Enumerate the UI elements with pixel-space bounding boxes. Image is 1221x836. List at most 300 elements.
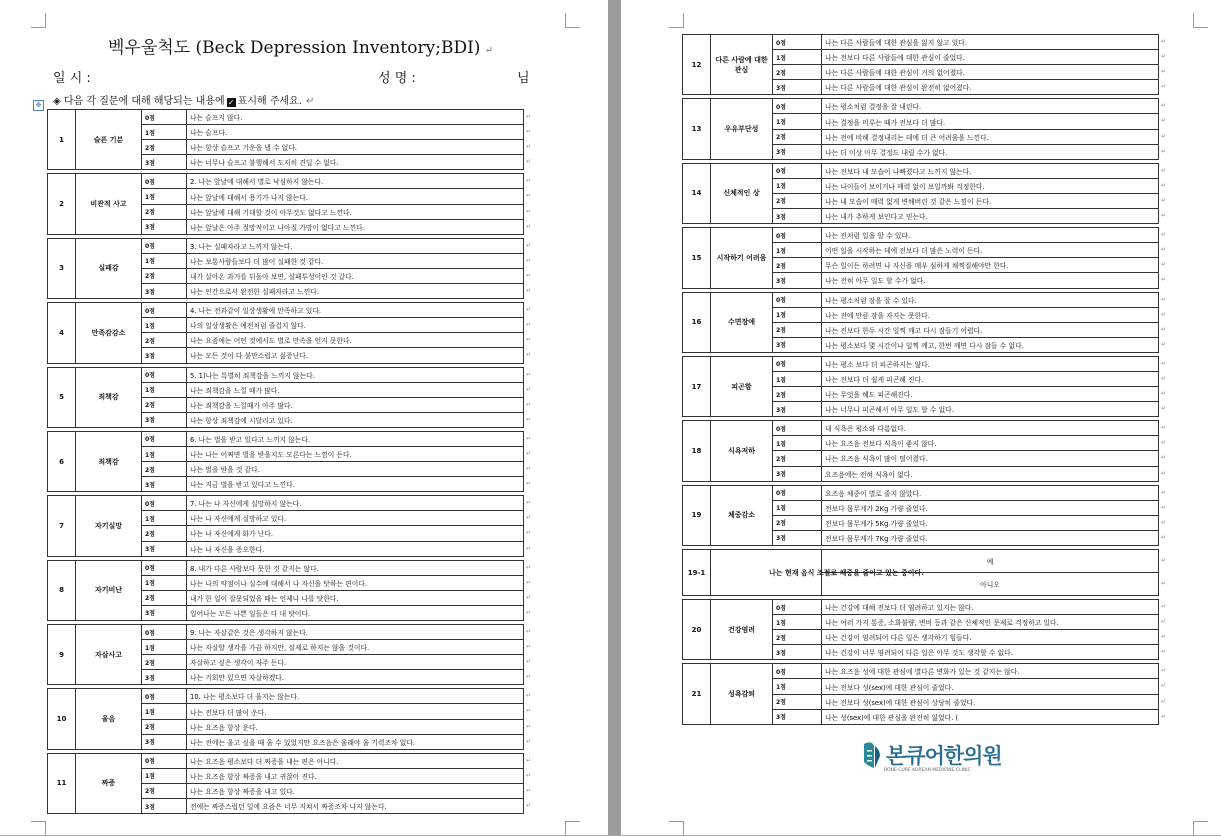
score-label: 3점	[773, 530, 822, 545]
option-text[interactable]: 나는 내가 추하게 보인다고 믿는다.	[822, 209, 1159, 224]
score-label: 3점	[773, 402, 822, 417]
row-end-mark: ↵	[1161, 325, 1167, 333]
score-label: 0점	[142, 431, 187, 446]
option-text[interactable]: 어떤 일을 시작하는 데에 전보다 더 많은 노력이 든다.	[822, 243, 1159, 258]
document-title	[108, 33, 493, 58]
option-text[interactable]: 전보다 몸무게가 5Kg 가량 줄었다.	[822, 515, 1159, 530]
option-text[interactable]: 나는 인간으로서 완전한 실패자라고 느낀다.	[187, 284, 524, 299]
crop-mark	[31, 13, 46, 28]
row-end-mark: ↵	[526, 544, 532, 552]
score-label: 0점	[773, 664, 822, 679]
row-end-mark: ↵	[1161, 132, 1167, 140]
crop-mark	[565, 821, 580, 836]
option-text[interactable]: 무슨 일이든 하려면 나 자신을 매우 심하게 채찍질해야만 한다.	[822, 258, 1159, 273]
item-category: 식욕저하	[711, 421, 773, 481]
row-end-mark: ↵	[526, 528, 532, 536]
row-end-mark: ↵	[1161, 469, 1167, 477]
row-end-mark: ↵	[526, 737, 532, 745]
bdi-table-page2	[682, 34, 1159, 725]
item-number: 12	[683, 35, 711, 95]
row-end-mark: ↵	[526, 771, 532, 779]
score-label: 1점	[773, 500, 822, 515]
item-number: 20	[683, 600, 711, 660]
item-category: 자기실망	[76, 496, 142, 556]
answer-yes[interactable]: 예	[822, 550, 1159, 573]
score-label: 2점	[773, 515, 822, 530]
option-text[interactable]: 나는 앞날에 대해 기대할 것이 아무것도 없다고 느낀다.	[187, 204, 524, 219]
score-label: 2점	[142, 462, 187, 477]
score-label: 0점	[142, 110, 187, 125]
score-label: 1점	[773, 615, 822, 630]
option-text[interactable]: 나는 전보다 다른 사람들에 대한 관심이 줄었다.	[822, 50, 1159, 65]
item-number: 18	[683, 421, 711, 481]
item-category: 자기비난	[76, 560, 142, 620]
row-end-mark: ↵	[1161, 82, 1167, 90]
score-label: 1점	[773, 114, 822, 129]
row-end-mark: ↵	[526, 672, 532, 680]
row-end-mark: ↵	[526, 464, 532, 472]
option-text[interactable]: 나는 전혀 아무 일도 할 수가 없다.	[822, 273, 1159, 288]
option-text[interactable]: 나는 평소보다 몇 시간이나 일찍 깨고, 한번 깨면 다시 잠들 수 없다.	[822, 337, 1159, 352]
option-text[interactable]: 나는 죄책감을 느낄때가 아주 많다.	[187, 397, 524, 412]
table-move-handle-icon[interactable]: ✥	[33, 100, 44, 111]
option-text[interactable]: 나는 요즈음 식욕이 많이 떨어졌다.	[822, 451, 1159, 466]
score-label: 1점	[142, 189, 187, 204]
item-number: 19-1	[683, 550, 711, 596]
row-end-mark: ↵	[526, 706, 532, 714]
option-text[interactable]: 나는 나 자신에게 화가 난다.	[187, 526, 524, 541]
row-end-mark: ↵	[1161, 602, 1167, 610]
row-end-mark: ↵	[526, 127, 532, 135]
row-end-mark: ↵	[526, 320, 532, 328]
score-label: 2점	[142, 526, 187, 541]
option-row	[48, 174, 524, 189]
option-text[interactable]: 나는 죄책감을 느낄 때가 많다.	[187, 382, 524, 397]
option-row	[683, 163, 1159, 178]
row-end-mark: ↵	[526, 722, 532, 730]
option-text[interactable]: 나는 평소처럼 결정을 잘 내린다.	[822, 99, 1159, 114]
row-end-mark: ↵	[1161, 359, 1167, 367]
item-category: 자살사고	[76, 625, 142, 685]
row-end-mark: ↵	[526, 350, 532, 358]
option-text[interactable]: 나는 너무나 슬프고 불행해서 도저히 견딜 수 없다.	[187, 155, 524, 170]
item-number: 7	[48, 496, 76, 556]
option-text[interactable]: 8. 내가 다른 사람보다 못한 것 같지는 않다.	[187, 560, 524, 575]
row-end-mark: ↵	[1161, 374, 1167, 382]
row-end-mark: ↵	[526, 157, 532, 165]
row-end-mark: ↵	[1161, 295, 1167, 303]
option-text[interactable]: 나는 평소처럼 잠을 잘 수 있다.	[822, 292, 1159, 307]
score-label: 3점	[773, 144, 822, 159]
row-end-mark: ↵	[526, 176, 532, 184]
item-category: 다른 사람에 대한 관심	[711, 35, 773, 95]
score-label: 3점	[142, 348, 187, 363]
row-end-mark: ↵	[526, 370, 532, 378]
row-end-mark: ↵	[1161, 556, 1167, 564]
option-text[interactable]: 나는 전에는 울고 싶을 때 울 수 있었지만 요즈음은 울래야 울 기력조차 없다.	[187, 734, 524, 749]
item-number: 1	[48, 110, 76, 170]
score-label: 0점	[142, 689, 187, 704]
option-text[interactable]: 나는 보통사람들보다 더 많이 실패한 것 같다.	[187, 253, 524, 268]
option-row	[48, 431, 524, 446]
option-text[interactable]: 나는 전처럼 일을 할 수 있다.	[822, 228, 1159, 243]
score-label: 0점	[773, 356, 822, 371]
row-end-mark: ↵	[1161, 404, 1167, 412]
item-category: 죄책감	[76, 431, 142, 491]
row-end-mark: ↵	[526, 513, 532, 521]
option-text[interactable]: 나는 앞날에 대해서 용기가 나지 않는다.	[187, 189, 524, 204]
option-text[interactable]: 나는 무엇을 해도 피곤해진다.	[822, 387, 1159, 402]
row-end-mark: ↵	[1161, 647, 1167, 655]
option-text[interactable]: 나는 요즘에는 어떤 것에서도 별로 만족을 얻지 못한다.	[187, 333, 524, 348]
item-category: 수면장애	[711, 292, 773, 352]
row-end-mark: ↵	[1161, 116, 1167, 124]
option-text[interactable]: 2. 나는 앞날에 대해서 별로 낙심하지 않는다.	[187, 174, 524, 189]
option-row	[683, 600, 1159, 615]
option-text[interactable]: 나는 나는 어쩌면 벌을 받을지도 모른다는 느낌이 든다.	[187, 446, 524, 461]
option-text[interactable]: 나는 나의 약점이나 실수에 대해서 나 자신을 탓하는 편이다.	[187, 575, 524, 590]
score-label: 1점	[142, 640, 187, 655]
option-text[interactable]: 요즈음에는 전혀 식욕이 없다.	[822, 466, 1159, 481]
row-end-mark: ↵	[1161, 666, 1167, 674]
row-end-mark: ↵	[1161, 245, 1167, 253]
row-end-mark: ↵	[1161, 453, 1167, 461]
row-end-mark: ↵	[1161, 101, 1167, 109]
score-label: 2점	[142, 783, 187, 798]
logo-subtitle: BONE-CURE KOREAN MEDICINE CLINIC	[884, 768, 971, 773]
bdi-table-page1	[47, 109, 524, 814]
crop-mark	[669, 821, 684, 836]
option-row	[48, 496, 524, 511]
score-label: 3점	[142, 734, 187, 749]
paragraph-mark: ↵	[306, 96, 315, 107]
score-label: 0점	[142, 753, 187, 768]
score-label: 1점	[773, 436, 822, 451]
option-text[interactable]: 나는 전보다 한두 시간 일찍 깨고 다시 잠들기 어렵다.	[822, 322, 1159, 337]
row-end-mark: ↵	[1161, 181, 1167, 189]
score-label: 2점	[142, 140, 187, 155]
option-row	[683, 664, 1159, 679]
score-label: 0점	[773, 228, 822, 243]
option-text[interactable]: 나는 다른 사람들에 대한 관심을 잃지 않고 있다.	[822, 35, 1159, 50]
score-label: 2점	[142, 719, 187, 734]
row-end-mark: ↵	[526, 112, 532, 120]
score-label: 1점	[142, 318, 187, 333]
option-text[interactable]: 전에는 짜증스럽던 일에 요즘은 너무 지쳐서 짜증조차 나지 않는다.	[187, 799, 524, 814]
option-text[interactable]: 나는 전에 비해 결정내리는 데에 더 큰 어려움을 느낀다.	[822, 129, 1159, 144]
option-text[interactable]: 나는 전보다 더 쉽게 피곤해 진다.	[822, 371, 1159, 386]
option-text[interactable]: 나는 기회만 있으면 자살하겠다.	[187, 670, 524, 685]
row-end-mark: ↵	[1161, 389, 1167, 397]
score-label: 3점	[142, 412, 187, 427]
score-label: 0점	[142, 367, 187, 382]
score-label: 1점	[142, 704, 187, 719]
option-text[interactable]: 전보다 몸무게가 7Kg 가량 줄었다.	[822, 530, 1159, 545]
score-label: 3점	[773, 80, 822, 95]
row-end-mark: ↵	[526, 691, 532, 699]
answer-no[interactable]: 아니오	[822, 573, 1159, 596]
option-text[interactable]: 나는 나이들어 보이거나 매력 없이 보일까봐 걱정한다.	[822, 178, 1159, 193]
item-number: 8	[48, 560, 76, 620]
option-text[interactable]: 나는 나 자신에게 실망하고 있다.	[187, 511, 524, 526]
item-number: 4	[48, 303, 76, 363]
option-text[interactable]: 7. 나는 나 자신에게 실망하지 않는다.	[187, 496, 524, 511]
option-text[interactable]: 3. 나는 실패자라고 느끼지 않는다.	[187, 238, 524, 253]
option-text[interactable]: 나는 항상 슬프고 기운을 낼 수 없다.	[187, 140, 524, 155]
row-end-mark: ↵	[1161, 37, 1167, 45]
score-label: 2점	[773, 694, 822, 709]
option-text[interactable]: 6. 나는 벌을 받고 있다고 느끼지 않는다.	[187, 431, 524, 446]
item-category: 실패감	[76, 238, 142, 298]
row-end-mark: ↵	[1161, 488, 1167, 496]
option-row	[48, 110, 524, 125]
score-label: 1점	[142, 575, 187, 590]
item-category: 우유부단성	[711, 99, 773, 159]
row-end-mark: ↵	[526, 385, 532, 393]
option-text[interactable]: 나는 건강에 대해 전보다 더 염려하고 있지는 않다.	[822, 600, 1159, 615]
item-category: 죄책감	[76, 367, 142, 427]
score-label: 1점	[142, 382, 187, 397]
score-label: 1점	[142, 125, 187, 140]
option-row	[683, 35, 1159, 50]
score-label: 0점	[142, 560, 187, 575]
score-label: 0점	[142, 174, 187, 189]
option-text[interactable]: 나는 전보다 성(sex)에 대한 관심이 상당히 줄었다.	[822, 694, 1159, 709]
row-end-mark: ↵	[1161, 423, 1167, 431]
option-text[interactable]: 자살하고 싶은 생각이 자주 든다.	[187, 655, 524, 670]
option-text[interactable]: 나는 건강이 염려되어 다른 일은 생각하기 힘들다.	[822, 630, 1159, 645]
option-text[interactable]: 나는 나 자신을 증오한다.	[187, 541, 524, 556]
option-text[interactable]: 10. 나는 평소보다 더 울지는 않는다.	[187, 689, 524, 704]
row-end-mark: ↵	[526, 286, 532, 294]
score-label: 2점	[142, 268, 187, 283]
logo-text: 본큐어한의원	[886, 744, 1002, 768]
score-label: 3점	[142, 155, 187, 170]
option-text[interactable]: 나는 요즈음 항상 짜증을 내고 있다.	[187, 783, 524, 798]
score-label: 2점	[142, 590, 187, 605]
option-row	[683, 292, 1159, 307]
option-text[interactable]: 요즈음 체중이 별로 줄지 않았다.	[822, 485, 1159, 500]
option-text[interactable]: 나는 벌을 받을 것 같다.	[187, 462, 524, 477]
option-row	[48, 625, 524, 640]
item-number: 19	[683, 485, 711, 545]
option-text[interactable]: 나는 슬프다.	[187, 125, 524, 140]
option-text[interactable]: 내가 한 일이 잘못되었을 때는 언제나 나를 탓한다.	[187, 590, 524, 605]
option-text[interactable]: 나는 항상 죄책감에 시달리고 있다.	[187, 412, 524, 427]
score-label: 2점	[773, 630, 822, 645]
row-end-mark: ↵	[526, 593, 532, 601]
score-label: 3점	[142, 284, 187, 299]
score-label: 0점	[773, 421, 822, 436]
crop-mark	[669, 13, 684, 28]
score-label: 2점	[773, 387, 822, 402]
score-label: 1점	[142, 768, 187, 783]
row-end-mark: ↵	[526, 449, 532, 457]
item-number: 5	[48, 367, 76, 427]
option-row	[48, 560, 524, 575]
item-category: 슬픈 기분	[76, 110, 142, 170]
score-label: 0점	[142, 496, 187, 511]
option-text[interactable]: 9. 나는 자살같은 것은 생각하지 않는다.	[187, 625, 524, 640]
row-end-mark: ↵	[526, 222, 532, 230]
score-label: 1점	[773, 371, 822, 386]
score-label: 2점	[142, 397, 187, 412]
row-end-mark: ↵	[526, 207, 532, 215]
option-text[interactable]: 나는 앞날은 아주 절망적이고 나아질 가망이 없다고 느낀다.	[187, 219, 524, 234]
row-end-mark: ↵	[1161, 518, 1167, 526]
option-text[interactable]: 전보다 몸무게가 2Kg 가량 줄었다.	[822, 500, 1159, 515]
option-text[interactable]: 4. 나는 전과같이 일상생활에 만족하고 있다.	[187, 303, 524, 318]
item-number: 16	[683, 292, 711, 352]
score-label: 3점	[142, 605, 187, 620]
item-number: 6	[48, 431, 76, 491]
item-category: 짜증	[76, 753, 142, 813]
score-label: 3점	[773, 273, 822, 288]
option-row	[683, 99, 1159, 114]
row-end-mark: ↵	[1161, 712, 1167, 720]
row-end-mark: ↵	[526, 142, 532, 150]
item-category: 만족감감소	[76, 303, 142, 363]
option-text[interactable]: 나는 평소 보다 더 피곤하지는 않다.	[822, 356, 1159, 371]
row-end-mark: ↵	[526, 642, 532, 650]
option-text[interactable]: 나는 전보다 성(sex)에 대한 관심이 줄었다.	[822, 679, 1159, 694]
row-end-mark: ↵	[1161, 533, 1167, 541]
item-category: 울음	[76, 689, 142, 749]
name-suffix: 님	[517, 71, 530, 86]
option-text[interactable]: 나는 결정을 미루는 때가 전보다 더 많다.	[822, 114, 1159, 129]
crop-mark	[565, 13, 580, 28]
option-text[interactable]: 나는 모든 것이 다 불만스럽고 싫증난다.	[187, 348, 524, 363]
score-label: 3점	[773, 709, 822, 724]
option-text[interactable]: 내가 살아온 과거를 뒤돌아 보면, 실패투성이인 것 같다.	[187, 268, 524, 283]
item-19-1-question: 나는 현재 음식 조절로 체중을 줄이고 있는 중이다.	[711, 550, 822, 596]
option-row	[48, 367, 524, 382]
item-number: 2	[48, 174, 76, 234]
option-text[interactable]: 나는 너무나 피곤해서 아무 일도 할 수 없다.	[822, 402, 1159, 417]
score-label: 3점	[142, 670, 187, 685]
score-label: 2점	[142, 655, 187, 670]
option-text[interactable]: 나는 전보다 내 모습이 나빠졌다고 느끼지 않는다.	[822, 163, 1159, 178]
option-row	[48, 753, 524, 768]
option-text[interactable]: 나는 자살할 생각을 가끔 하지만, 실제로 하지는 않을 것이다.	[187, 640, 524, 655]
option-text[interactable]: 나의 일상생활은 예전처럼 즐겁지 않다.	[187, 318, 524, 333]
option-text[interactable]: 나는 슬프지 않다.	[187, 110, 524, 125]
score-label: 3점	[142, 219, 187, 234]
option-text[interactable]: 5. 1)나는 특별히 죄책감을 느끼지 않는다.	[187, 367, 524, 382]
score-label: 2점	[773, 451, 822, 466]
score-label: 1점	[142, 253, 187, 268]
crop-mark	[1193, 13, 1208, 28]
logo-emblem-icon	[862, 740, 882, 770]
score-label: 2점	[773, 129, 822, 144]
row-end-mark: ↵	[1161, 617, 1167, 625]
score-label: 1점	[142, 511, 187, 526]
score-label: 3점	[773, 209, 822, 224]
score-label: 2점	[142, 204, 187, 219]
score-label: 2점	[773, 193, 822, 208]
row-end-mark: ↵	[526, 498, 532, 506]
row-end-mark: ↵	[526, 578, 532, 586]
score-label: 2점	[142, 333, 187, 348]
checkbox-icon: ✓	[227, 98, 235, 107]
option-text[interactable]: 나는 건강이 너무 염려되어 다른 일은 아무 것도 생각할 수 없다.	[822, 645, 1159, 660]
row-end-mark: ↵	[1161, 579, 1167, 587]
row-end-mark: ↵	[526, 271, 532, 279]
option-text[interactable]: 나는 더 이상 아무 결정도 내릴 수가 없다.	[822, 144, 1159, 159]
score-label: 0점	[773, 35, 822, 50]
page-gap	[608, 0, 621, 835]
option-text[interactable]: 나는 요즈음 항상 운다.	[187, 719, 524, 734]
option-text[interactable]: 나는 지금 벌을 받고 있다고 느낀다.	[187, 477, 524, 492]
row-end-mark: ↵	[526, 627, 532, 635]
option-row	[683, 485, 1159, 500]
row-end-mark: ↵	[526, 400, 532, 408]
row-end-mark: ↵	[1161, 260, 1167, 268]
option-text[interactable]: 나는 내 모습이 매력 없게 변해버린 것 같은 느낌이 든다.	[822, 193, 1159, 208]
score-label: 0점	[773, 99, 822, 114]
score-label: 2점	[773, 258, 822, 273]
item-number: 21	[683, 664, 711, 724]
row-end-mark: ↵	[1161, 681, 1167, 689]
option-text[interactable]: 나는 성(sex)에 대한 관심을 완전히 잃었다. (	[822, 709, 1159, 724]
row-end-mark: ↵	[526, 434, 532, 442]
score-label: 2점	[773, 322, 822, 337]
item-category: 피곤함	[711, 356, 773, 416]
row-end-mark: ↵	[1161, 211, 1167, 219]
row-end-mark: ↵	[1161, 275, 1167, 283]
option-text[interactable]: 일어나는 모든 나쁜 일들은 다 내 탓이다.	[187, 605, 524, 620]
option-text[interactable]: 나는 요즈음 항상 짜증을 내고 귀찮아 진다.	[187, 768, 524, 783]
row-end-mark: ↵	[526, 563, 532, 571]
paragraph-mark: ↵	[484, 45, 493, 56]
title-text: 벡우울척도 (Beck Depression Inventory;BDI)	[108, 38, 481, 58]
item-number: 17	[683, 356, 711, 416]
option-text[interactable]: 나는 다른 사람들에 대한 관심이 거의 없어졌다.	[822, 65, 1159, 80]
item-number: 3	[48, 238, 76, 298]
item-number: 10	[48, 689, 76, 749]
option-text[interactable]: 나는 요즈음 전보다 식욕이 좋지 않다.	[822, 436, 1159, 451]
score-label: 1점	[773, 178, 822, 193]
row-end-mark: ↵	[1161, 310, 1167, 318]
option-text[interactable]: 나는 전에 만큼 잠을 자지는 못한다.	[822, 307, 1159, 322]
score-label: 0점	[142, 303, 187, 318]
score-label: 0점	[773, 163, 822, 178]
row-end-mark: ↵	[526, 241, 532, 249]
row-end-mark: ↵	[1161, 503, 1167, 511]
option-text[interactable]: 나는 요즈음 성에 대한 관심에 별다른 변화가 있는 것 같지는 않다.	[822, 664, 1159, 679]
option-text[interactable]: 나는 요즈음 평소보다 더 짜증을 내는 편은 아니다.	[187, 753, 524, 768]
item-number: 9	[48, 625, 76, 685]
score-label: 1점	[142, 446, 187, 461]
option-row	[683, 228, 1159, 243]
option-text[interactable]: 나는 다른 사람들에 대한 관심이 완전히 없어졌다.	[822, 80, 1159, 95]
row-end-mark: ↵	[526, 756, 532, 764]
option-text[interactable]: 나는 여러 가지 통증, 소화불량, 변비 등과 같은 신체적인 문제로 걱정하고 있다.	[822, 615, 1159, 630]
item-category: 체중감소	[711, 485, 773, 545]
row-end-mark: ↵	[526, 608, 532, 616]
row-end-mark: ↵	[526, 335, 532, 343]
item-category: 신체적인 상	[711, 163, 773, 223]
score-label: 0점	[142, 238, 187, 253]
clinic-logo	[862, 740, 1002, 773]
option-text[interactable]: 나는 전보다 더 많이 운다.	[187, 704, 524, 719]
option-text[interactable]: 내 식욕은 평소와 다름없다.	[822, 421, 1159, 436]
row-end-mark: ↵	[1161, 166, 1167, 174]
score-label: 1점	[773, 50, 822, 65]
row-end-mark: ↵	[526, 305, 532, 313]
item-number: 13	[683, 99, 711, 159]
row-end-mark: ↵	[1161, 67, 1167, 75]
